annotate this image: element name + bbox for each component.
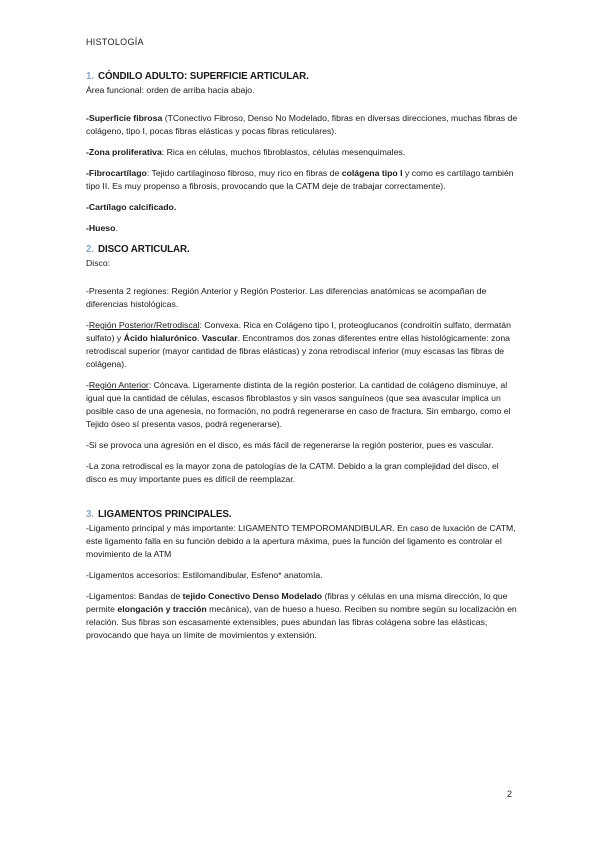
section-3-heading [86,508,520,522]
section-3-number: 3. [86,509,94,520]
paragraph-ligamentos [86,590,520,642]
document-body [86,70,520,650]
section-3-title: LIGAMENTOS PRINCIPALES. [97,509,232,520]
term-hueso: -Hueso [86,223,116,233]
text: . [197,333,202,343]
text: -Ligamentos: Bandas de [86,591,183,601]
page-number: 2 [507,789,513,799]
term-zona-proliferativa: -Zona proliferativa [86,147,162,157]
paragraph-regiones: -Presenta 2 regiones: Región Anterior y Región Posterior. Las diferencias anatómicas se acompañan de diferencias histológicas. [86,286,487,309]
section-1-title: CÓNDILO ADULTO: SUPERFICIE ARTICULAR. [97,71,309,82]
paragraph-cartilago-calcificado [86,201,520,214]
text: : Tejido cartilaginoso fibroso, muy rico en fibras de [146,168,342,178]
term-elongacion-traccion: elongación y tracción [117,604,207,614]
paragraph-hueso [86,222,520,235]
paragraph-region-anterior [86,379,520,431]
text: mecánica), van de hueso a hueso. Reciben su nombre según su localización en relación. Sus fibras son escasamente extensibles, pues abundan las fibras colágena sobre las elásticas, provocando que haya un límite de movimientos y extensión. [86,604,517,640]
text: . [115,223,118,233]
page-header: HISTOLOGÍA [86,37,144,47]
paragraph-ligamentos-accesorios: -Ligamentos accesorios: Estilomandibular, Esfeno* anatomía. [86,570,323,580]
text: y como es cartílago también tipo II. Es muy propenso a fibrosis, provocando que la CATM deje de trabajar correctamente). [86,168,514,191]
term-superficie-fibrosa: -Superficie fibrosa [86,113,163,123]
term-region-anterior: Región Anterior [88,380,149,390]
section-2-title: DISCO ARTICULAR. [97,244,190,255]
term-region-posterior: Región Posterior/Retrodiscal [88,320,200,330]
paragraph-superficie-fibrosa [86,112,520,138]
term-acido-hialuronico: Ácido hialurónico [123,333,198,343]
paragraph-zona-retrodiscal: -La zona retrodiscal es la mayor zona de patologías de la CATM. Debido a la gran complejidad del disco, el disco es muy importante pues es difícil de reemplazar. [86,461,499,484]
section-1-heading [86,70,520,84]
term-cartilago-calcificado: -Cartílago calcificado. [86,202,177,212]
paragraph-agresion-disco: -Si se provoca una agresión en el disco, es más fácil de regenerarse la región posterior, pues es vascular. [86,440,494,450]
text: - [86,320,89,330]
text: - [86,380,89,390]
text: . Encontramos dos zonas diferentes entre ellas histológicamente: zona retrodiscal superior (mayor cantidad de fibras elásticas) y zona retrodiscal inferior (muy escasas las fibras de colágena). [86,333,510,369]
term-fibrocartilago: -Fibrocartílago [86,168,147,178]
paragraph-zona-proliferativa [86,146,520,159]
paragraph-region-posterior [86,319,520,371]
paragraph-ligamento-principal: -Ligamento principal y más importante: LIGAMENTO TEMPOROMANDIBULAR. En caso de luxación de CATM, este ligamento falla en su función debido a la apertura máxima, pues la función del ligamento es controlar el movimiento de la ATM [86,523,516,559]
text: : Rica en células, muchos fibroblastos, células mesenquimales. [161,147,406,157]
term-vascular: Vascular [201,333,238,343]
section-2-subtitle: Disco: [86,258,111,268]
term-colagena-tipo-i: colágena tipo I [341,168,403,178]
text: : Convexa. Rica en Colágeno tipo I, proteoglucanos (condroitín sulfato, dermatán sulfato) y [86,320,511,343]
text: (fibras y células en una misma dirección, lo que permite [86,591,508,614]
text: : Cóncava. Ligeramente distinta de la región posterior. La cantidad de colágeno disminuye, al igual que la cantidad de células, escasos fibroblastos y sin vasos sanguíneos (que sea avascular implica un posible caso de una agenesia, no formación, no podrá regenerarse en caso de fractura. Sin embargo, como el Tejido óseo sí presenta vasos, podrá regenerarse). [86,380,511,429]
section-2-number: 2. [86,244,94,255]
text: (TConectivo Fibroso, Denso No Modelado, fibras en diversas direcciones, muchas fibras de colágeno, tipo I, pocas fibras elásticas y pocas fibras reticulares). [86,113,518,136]
paragraph-fibrocartilago [86,167,520,193]
section-1-number: 1. [86,71,94,82]
term-tejido-conectivo: tejido Conectivo Denso Modelado [182,591,323,601]
section-1-subtitle: Área funcional: orden de arriba hacia abajo. [86,85,255,95]
section-2-heading [86,243,520,257]
